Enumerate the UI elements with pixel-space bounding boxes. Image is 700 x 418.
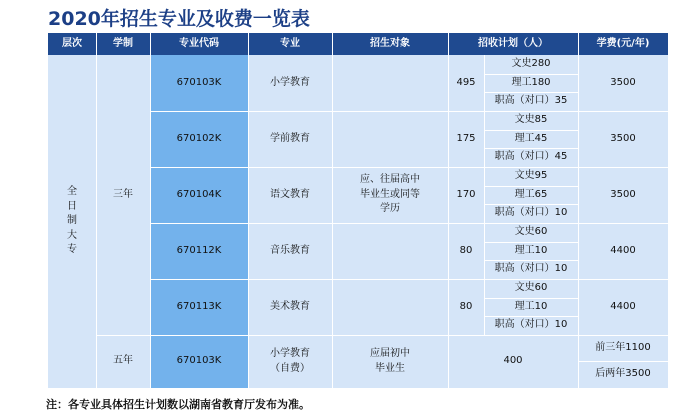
level-char: 制 — [67, 215, 77, 227]
grid-line — [150, 279, 668, 280]
major-name: 音乐教育 — [248, 223, 332, 279]
plan-total: 80 — [448, 223, 484, 279]
fee-value: 3500 — [578, 111, 668, 167]
grid-line — [484, 148, 578, 149]
plan-sub: 理工45 — [484, 130, 578, 148]
major-code: 670113K — [150, 279, 248, 335]
major-name-five-year — [248, 335, 332, 388]
target-line: 毕业生或同等 — [360, 188, 420, 200]
grid-line — [96, 335, 668, 336]
system-three-year: 三年 — [96, 55, 150, 335]
plan-total: 495 — [448, 55, 484, 111]
grid-line — [484, 242, 578, 243]
target-line: 应届初中 — [370, 348, 410, 359]
plan-sub: 文史60 — [484, 223, 578, 242]
header-major: 专业 — [248, 33, 332, 55]
major-name: 小学教育 — [248, 55, 332, 111]
grid-line — [484, 260, 578, 261]
fee-value: 3500 — [578, 167, 668, 223]
grid-line — [484, 130, 578, 131]
plan-total: 80 — [448, 279, 484, 335]
major-name: 美术教育 — [248, 279, 332, 335]
plan-five-year: 400 — [448, 335, 578, 388]
major-code: 670112K — [150, 223, 248, 279]
plan-total: 175 — [448, 111, 484, 167]
header-system: 学制 — [96, 33, 150, 55]
fee-last-two-years: 后两年3500 — [578, 361, 668, 388]
target-line: 应、往届高中 — [360, 174, 420, 186]
header-plan: 招收计划（人） — [448, 33, 578, 55]
plan-sub: 职高（对口）10 — [484, 204, 578, 223]
header-target: 招生对象 — [332, 33, 448, 55]
major-code: 670102K — [150, 111, 248, 167]
level-cell — [48, 55, 96, 388]
plan-sub: 职高（对口）10 — [484, 316, 578, 335]
grid-line — [484, 55, 485, 335]
target-three-year — [332, 55, 448, 335]
major-line: 小学教育 — [270, 348, 310, 359]
header-fee: 学费(元/年) — [578, 33, 668, 55]
page-title: 2020年招生专业及收费一览表 — [48, 8, 310, 30]
plan-sub: 职高（对口）10 — [484, 260, 578, 279]
system-five-year: 五年 — [96, 335, 150, 388]
grid-line — [484, 74, 578, 75]
plan-sub: 文史95 — [484, 167, 578, 186]
plan-sub: 职高（对口）45 — [484, 148, 578, 167]
major-code: 670103K — [150, 55, 248, 111]
major-line: （自费） — [270, 362, 310, 374]
target-line: 毕业生 — [375, 362, 405, 374]
fee-value: 4400 — [578, 279, 668, 335]
major-name: 学前教育 — [248, 111, 332, 167]
plan-sub: 文史60 — [484, 279, 578, 298]
target-line: 学历 — [380, 203, 400, 215]
fee-first-three-years: 前三年1100 — [578, 335, 668, 361]
level-char: 全 — [67, 186, 77, 198]
plan-total: 170 — [448, 167, 484, 223]
plan-sub: 文史85 — [484, 111, 578, 130]
grid-line — [484, 298, 578, 299]
major-code: 670103K — [150, 335, 248, 388]
grid-line — [484, 316, 578, 317]
major-name: 语文教育 — [248, 167, 332, 223]
major-code: 670104K — [150, 167, 248, 223]
header-code: 专业代码 — [150, 33, 248, 55]
target-five-year — [332, 335, 448, 388]
level-char: 大 — [67, 229, 77, 241]
fee-value: 4400 — [578, 223, 668, 279]
level-char: 日 — [67, 200, 77, 212]
grid-line — [150, 111, 668, 112]
grid-line — [150, 167, 668, 168]
plan-sub: 理工180 — [484, 74, 578, 92]
plan-sub: 文史280 — [484, 55, 578, 74]
footnote: 注：各专业具体招生计划数以湖南省教育厅发布为准。 — [46, 398, 310, 411]
plan-sub: 理工65 — [484, 186, 578, 204]
plan-sub: 理工10 — [484, 298, 578, 316]
fee-value: 3500 — [578, 55, 668, 111]
grid-line — [150, 223, 668, 224]
grid-line — [484, 92, 578, 93]
header-level: 层次 — [48, 33, 96, 55]
level-char: 专 — [67, 244, 77, 256]
grid-line — [578, 361, 668, 362]
grid-line — [484, 186, 578, 187]
plan-sub: 理工10 — [484, 242, 578, 260]
plan-sub: 职高（对口）35 — [484, 92, 578, 111]
grid-line — [484, 204, 578, 205]
